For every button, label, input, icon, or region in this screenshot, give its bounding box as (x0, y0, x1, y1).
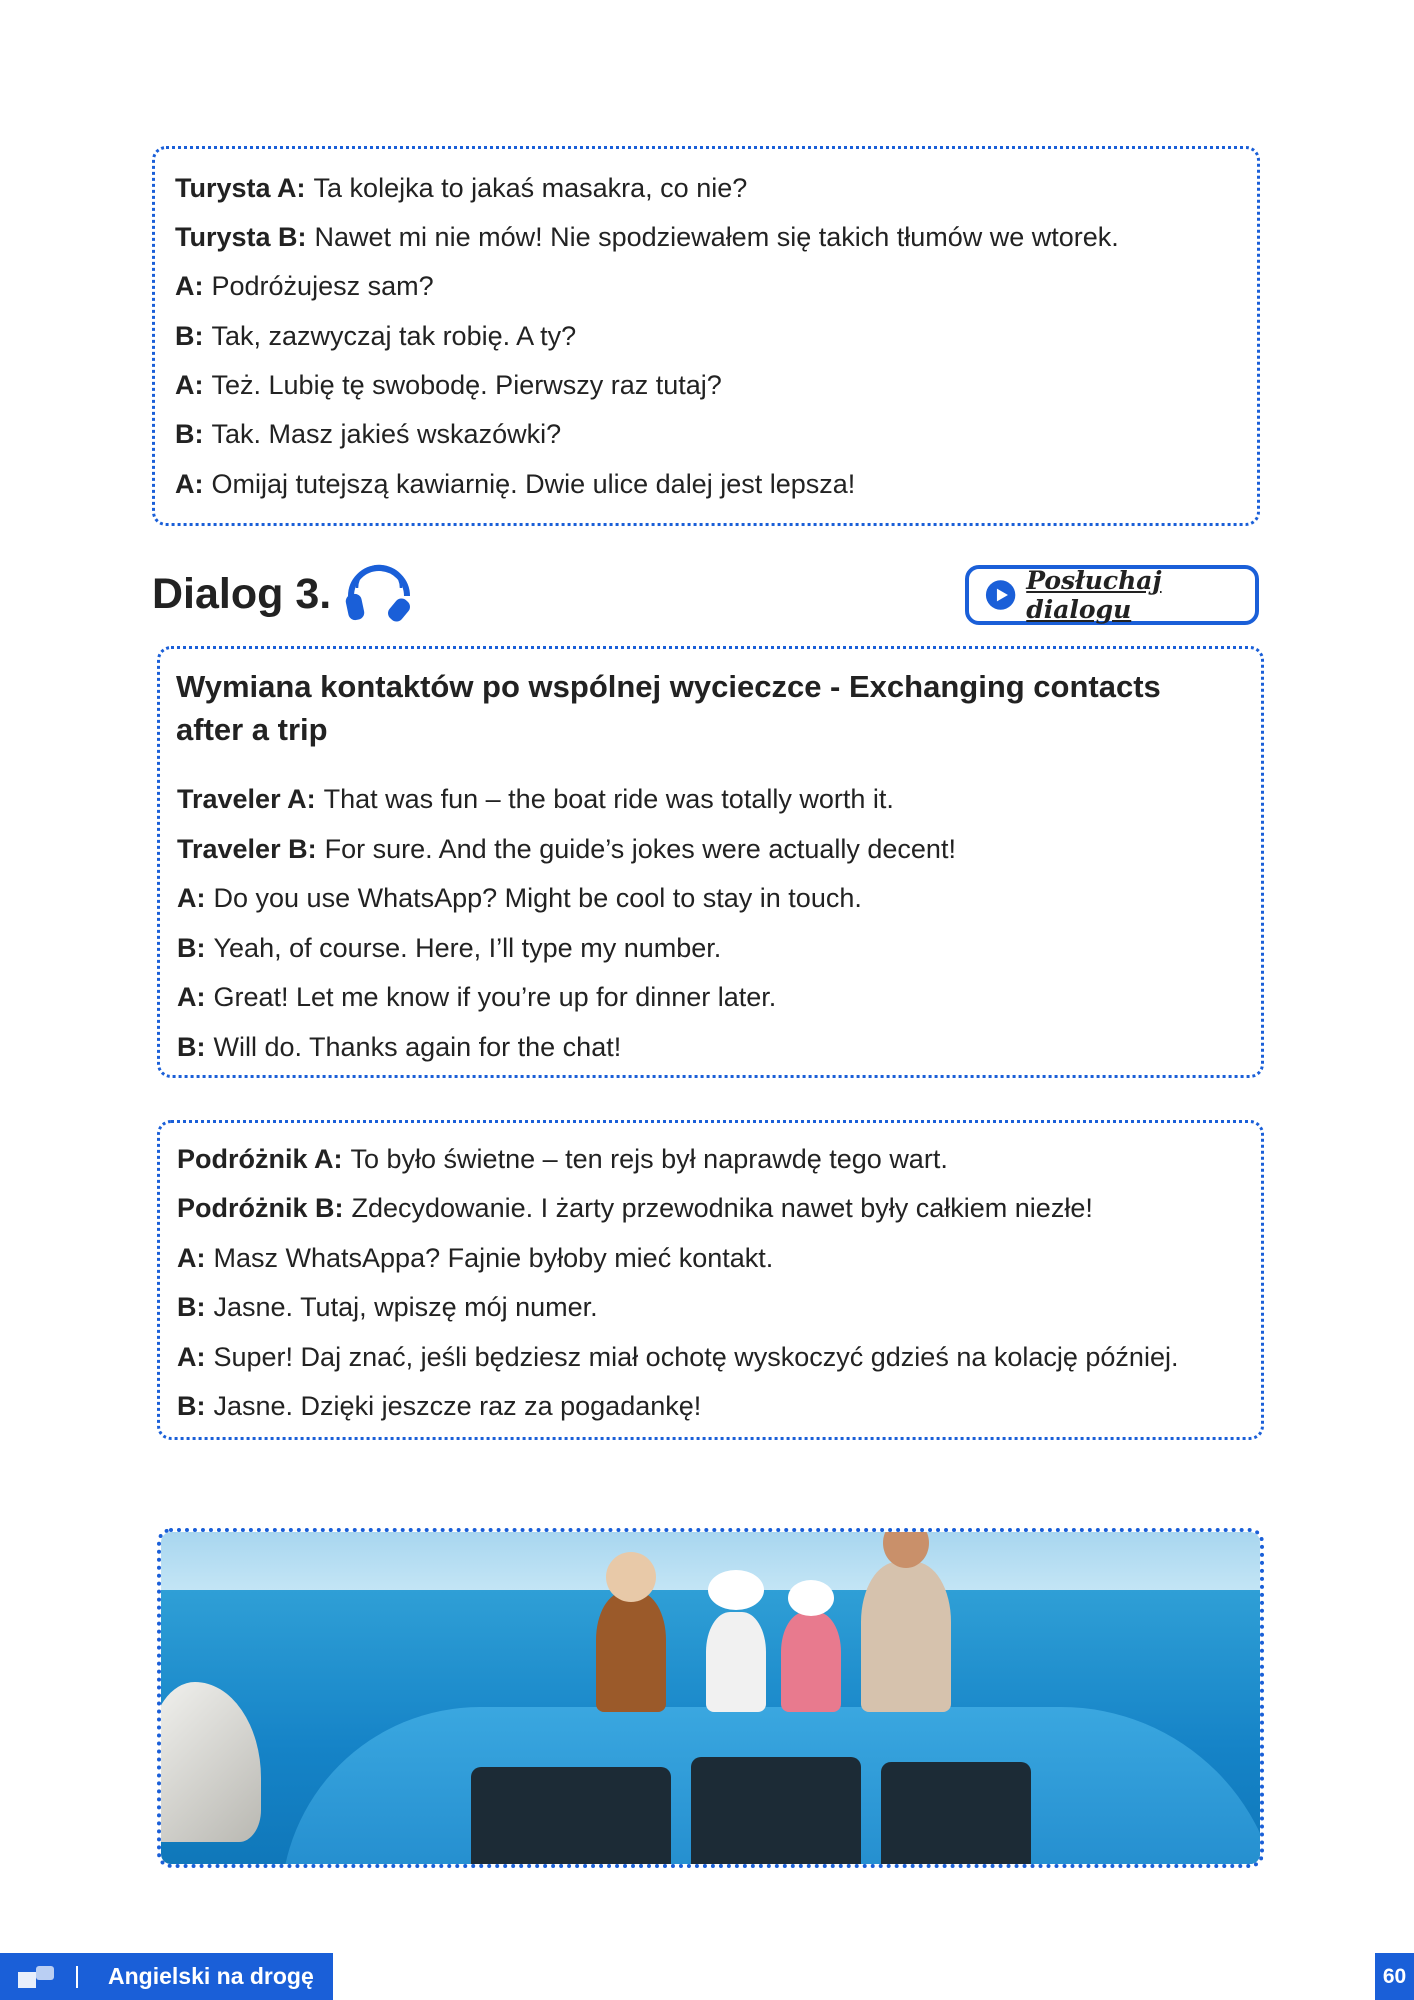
person-head (788, 1580, 834, 1616)
dialog-line: B: Jasne. Tutaj, wpiszę mój numer. (177, 1292, 598, 1322)
dialog3-polish-box (157, 1120, 1264, 1440)
dialog-line: A: Masz WhatsAppa? Fajnie byłoby mieć kontakt. (177, 1243, 774, 1273)
footer-separator (76, 1966, 78, 1988)
play-icon (985, 578, 1016, 612)
photo-car (281, 1707, 1264, 1868)
dialog-line: B: Yeah, of course. Here, I’ll type my number. (177, 933, 722, 963)
car-window (471, 1767, 671, 1868)
dialog-line: A: Super! Daj znać, jeśli będziesz miał ochotę wyskoczyć gdzieś na kolację później. (177, 1342, 1179, 1372)
dialog2-polish-box (152, 146, 1260, 526)
listen-dialog-button[interactable] (965, 565, 1259, 625)
dialog-line: Podróżnik B: Zdecydowanie. I żarty przewodnika nawet były całkiem niezłe! (177, 1193, 1093, 1223)
person-girl (781, 1612, 841, 1712)
book-logo-icon (16, 1964, 56, 1990)
family-car-sea-photo (157, 1528, 1264, 1868)
dialog-line: Traveler A: That was fun – the boat ride was totally worth it. (177, 784, 894, 814)
footer-bar (0, 1953, 333, 2000)
dialog-line: Turysta A: Ta kolejka to jakaś masakra, co nie? (175, 173, 748, 203)
dialog-title: Dialog 3. (152, 570, 332, 618)
page-number: 60 (1375, 1953, 1414, 2000)
listen-dialog-label: Posłuchaj dialogu (1026, 566, 1162, 624)
car-window (881, 1762, 1031, 1868)
dialog-line: Turysta B: Nawet mi nie mów! Nie spodziewałem się takich tłumów we wtorek. (175, 222, 1119, 252)
dialog-line: A: Do you use WhatsApp? Might be cool to stay in touch. (177, 883, 862, 913)
dialog-line: A: Podróżujesz sam? (175, 271, 434, 301)
dialog-line: Traveler B: For sure. And the guide’s jokes were actually decent! (177, 834, 956, 864)
dialog-line: B: Will do. Thanks again for the chat! (177, 1032, 622, 1062)
person-head (606, 1552, 656, 1602)
dialog-line: Podróżnik A: To było świetne – ten rejs był naprawdę tego wart. (177, 1144, 948, 1174)
dialog-heading: Wymiana kontaktów po wspólnej wycieczce - Exchanging contacts after a trip (176, 669, 1161, 747)
person-head (708, 1570, 764, 1610)
dialog3-english-box (157, 646, 1264, 1078)
dialog-line: A: Great! Let me know if you’re up for dinner later. (177, 982, 777, 1012)
person-girl (706, 1612, 766, 1712)
person-man (861, 1562, 951, 1712)
dialog-line: A: Omijaj tutejszą kawiarnię. Dwie ulice dalej jest lepsza! (175, 469, 856, 499)
dialog-line: B: Jasne. Dzięki jeszcze raz za pogadankę! (177, 1391, 702, 1421)
car-window (691, 1757, 861, 1868)
dialog-line: B: Tak, zazwyczaj tak robię. A ty? (175, 321, 577, 351)
person-woman (596, 1592, 666, 1712)
dialog-line: B: Tak. Masz jakieś wskazówki? (175, 419, 562, 449)
dialog-line: A: Też. Lubię tę swobodę. Pierwszy raz tutaj? (175, 370, 722, 400)
headphones-icon (341, 550, 417, 626)
footer-title: Angielski na drogę (108, 1963, 314, 1989)
